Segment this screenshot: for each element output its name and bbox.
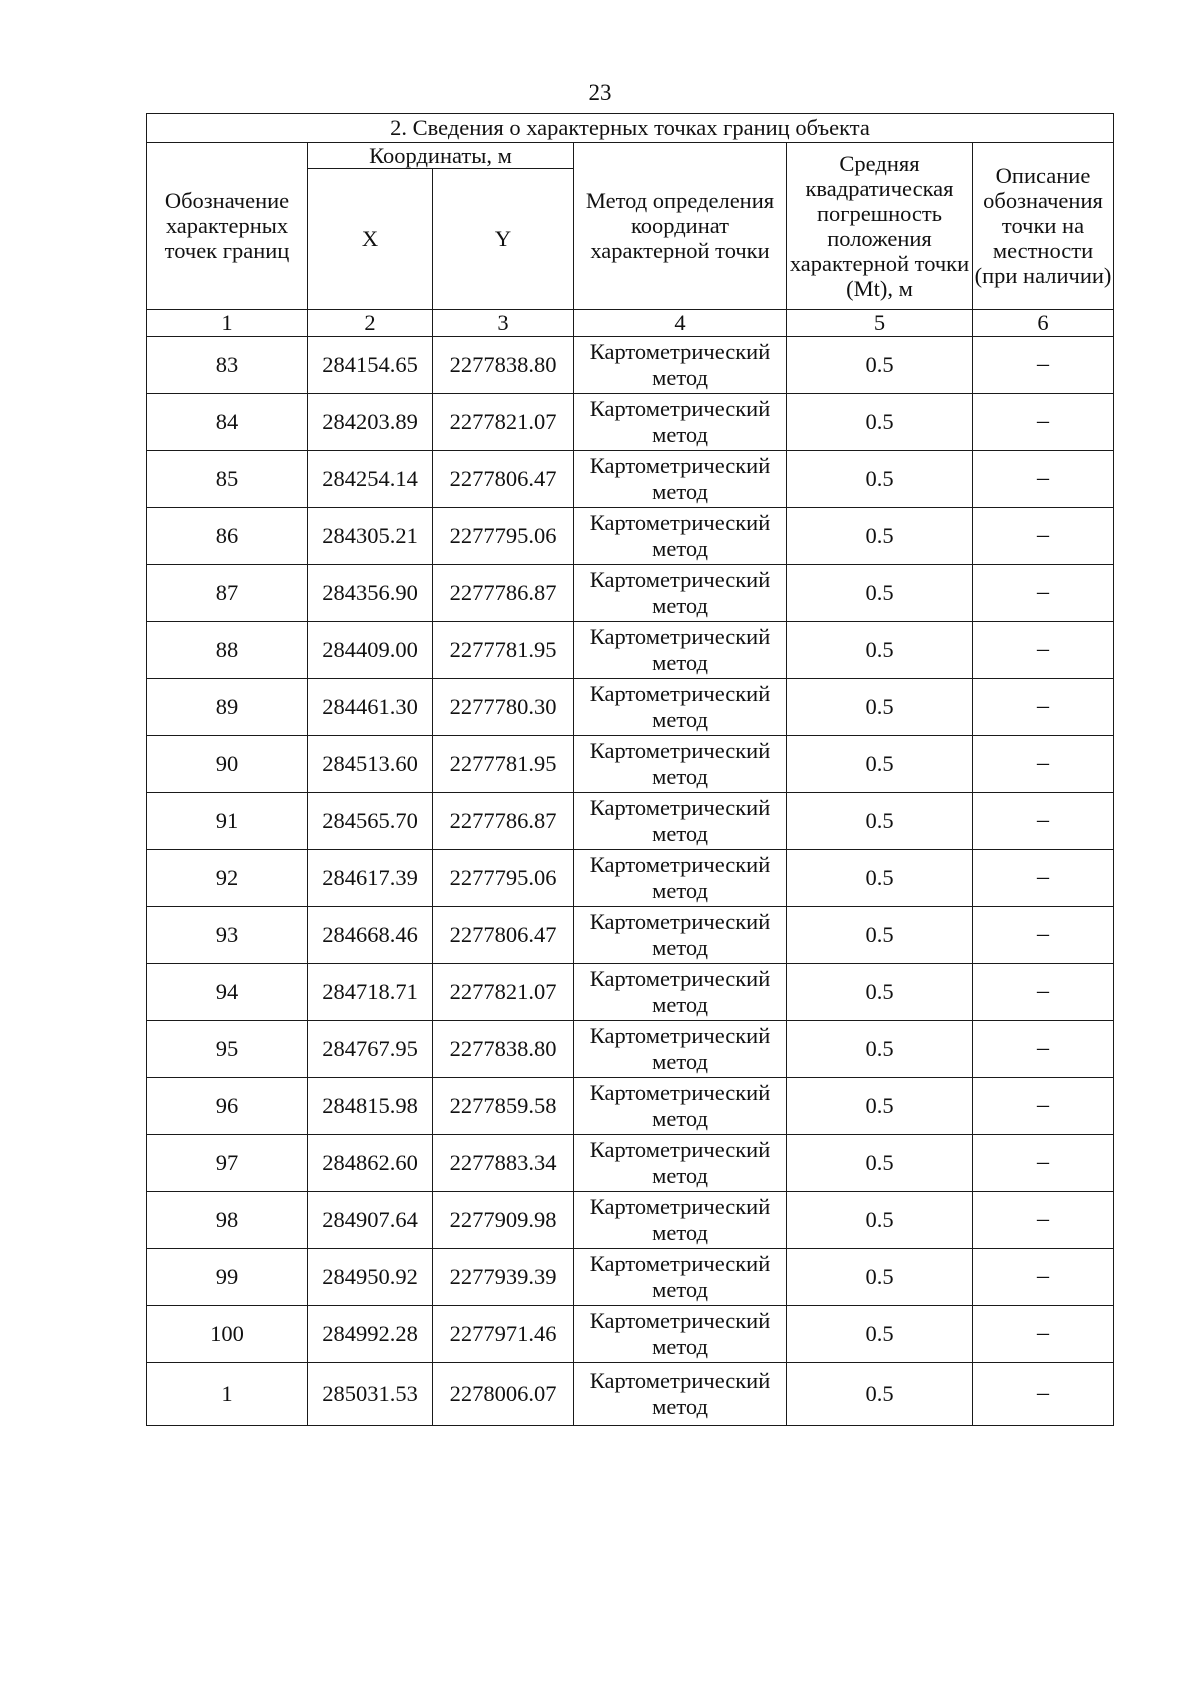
point-cell: 86 — [147, 507, 308, 564]
description-cell: – — [973, 507, 1114, 564]
error-cell: 0.5 — [787, 906, 973, 963]
point-cell: 100 — [147, 1305, 308, 1362]
description-cell: – — [973, 963, 1114, 1020]
y-coordinate-cell: 2277795.06 — [433, 849, 574, 906]
point-cell: 83 — [147, 336, 308, 393]
method-cell: Картометрический метод — [574, 963, 787, 1020]
method-cell: Картометрический метод — [574, 1248, 787, 1305]
error-cell: 0.5 — [787, 507, 973, 564]
error-cell: 0.5 — [787, 735, 973, 792]
table-row — [147, 1305, 1114, 1362]
x-coordinate-cell: 284617.39 — [308, 849, 433, 906]
table-row — [147, 1077, 1114, 1134]
table-row — [147, 963, 1114, 1020]
method-cell: Картометрический метод — [574, 906, 787, 963]
method-cell: Картометрический метод — [574, 1077, 787, 1134]
method-cell: Картометрический метод — [574, 849, 787, 906]
y-coordinate-cell: 2277909.98 — [433, 1191, 574, 1248]
x-coordinate-cell: 284862.60 — [308, 1134, 433, 1191]
table-row — [147, 1362, 1114, 1425]
description-cell: – — [973, 621, 1114, 678]
column-number: 4 — [574, 309, 787, 336]
table-row — [147, 1191, 1114, 1248]
table-row — [147, 792, 1114, 849]
y-coordinate-cell: 2277821.07 — [433, 963, 574, 1020]
description-cell: – — [973, 393, 1114, 450]
point-cell: 96 — [147, 1077, 308, 1134]
method-cell: Картометрический метод — [574, 336, 787, 393]
header-description: Описание обозначения точки на местности (при наличии) — [973, 142, 1114, 309]
y-coordinate-cell: 2277806.47 — [433, 450, 574, 507]
y-coordinate-cell: 2277883.34 — [433, 1134, 574, 1191]
table-row — [147, 564, 1114, 621]
header-error: Средняя квадратическая погрешность положения характерной точки (Mt), м — [787, 142, 973, 309]
point-cell: 84 — [147, 393, 308, 450]
point-cell: 89 — [147, 678, 308, 735]
description-cell: – — [973, 678, 1114, 735]
description-cell: – — [973, 906, 1114, 963]
x-coordinate-cell: 284668.46 — [308, 906, 433, 963]
table-row — [147, 1248, 1114, 1305]
point-cell: 1 — [147, 1362, 308, 1425]
method-cell: Картометрический метод — [574, 1020, 787, 1077]
x-coordinate-cell: 285031.53 — [308, 1362, 433, 1425]
header-method: Метод определения координат характерной точки — [574, 142, 787, 309]
header-y: Y — [433, 168, 574, 309]
table-row — [147, 849, 1114, 906]
x-coordinate-cell: 284718.71 — [308, 963, 433, 1020]
error-cell: 0.5 — [787, 792, 973, 849]
table-row — [147, 1020, 1114, 1077]
error-cell: 0.5 — [787, 1248, 973, 1305]
table-row — [147, 735, 1114, 792]
method-cell: Картометрический метод — [574, 1305, 787, 1362]
column-number: 5 — [787, 309, 973, 336]
description-cell: – — [973, 336, 1114, 393]
point-cell: 93 — [147, 906, 308, 963]
caption-row — [147, 114, 1114, 143]
x-coordinate-cell: 284254.14 — [308, 450, 433, 507]
point-cell: 94 — [147, 963, 308, 1020]
column-number: 3 — [433, 309, 574, 336]
boundary-points-table — [146, 113, 1114, 1426]
point-cell: 87 — [147, 564, 308, 621]
table-row — [147, 507, 1114, 564]
table-row — [147, 450, 1114, 507]
header-x: X — [308, 168, 433, 309]
error-cell: 0.5 — [787, 1077, 973, 1134]
point-cell: 92 — [147, 849, 308, 906]
y-coordinate-cell: 2278006.07 — [433, 1362, 574, 1425]
error-cell: 0.5 — [787, 1134, 973, 1191]
description-cell: – — [973, 849, 1114, 906]
x-coordinate-cell: 284461.30 — [308, 678, 433, 735]
column-number-row — [147, 309, 1114, 336]
y-coordinate-cell: 2277786.87 — [433, 564, 574, 621]
method-cell: Картометрический метод — [574, 507, 787, 564]
description-cell: – — [973, 1248, 1114, 1305]
error-cell: 0.5 — [787, 450, 973, 507]
method-cell: Картометрический метод — [574, 792, 787, 849]
error-cell: 0.5 — [787, 1362, 973, 1425]
description-cell: – — [973, 1191, 1114, 1248]
error-cell: 0.5 — [787, 963, 973, 1020]
error-cell: 0.5 — [787, 336, 973, 393]
point-cell: 99 — [147, 1248, 308, 1305]
description-cell: – — [973, 735, 1114, 792]
error-cell: 0.5 — [787, 1191, 973, 1248]
description-cell: – — [973, 1362, 1114, 1425]
point-cell: 98 — [147, 1191, 308, 1248]
point-cell: 90 — [147, 735, 308, 792]
y-coordinate-cell: 2277781.95 — [433, 621, 574, 678]
x-coordinate-cell: 284513.60 — [308, 735, 433, 792]
error-cell: 0.5 — [787, 564, 973, 621]
method-cell: Картометрический метод — [574, 393, 787, 450]
error-cell: 0.5 — [787, 393, 973, 450]
method-cell: Картометрический метод — [574, 678, 787, 735]
method-cell: Картометрический метод — [574, 1191, 787, 1248]
column-number: 1 — [147, 309, 308, 336]
x-coordinate-cell: 284815.98 — [308, 1077, 433, 1134]
y-coordinate-cell: 2277786.87 — [433, 792, 574, 849]
error-cell: 0.5 — [787, 621, 973, 678]
point-cell: 91 — [147, 792, 308, 849]
y-coordinate-cell: 2277795.06 — [433, 507, 574, 564]
point-cell: 95 — [147, 1020, 308, 1077]
column-number: 2 — [308, 309, 433, 336]
x-coordinate-cell: 284565.70 — [308, 792, 433, 849]
method-cell: Картометрический метод — [574, 621, 787, 678]
y-coordinate-cell: 2277806.47 — [433, 906, 574, 963]
y-coordinate-cell: 2277838.80 — [433, 336, 574, 393]
table-row — [147, 906, 1114, 963]
y-coordinate-cell: 2277780.30 — [433, 678, 574, 735]
x-coordinate-cell: 284907.64 — [308, 1191, 433, 1248]
y-coordinate-cell: 2277821.07 — [433, 393, 574, 450]
x-coordinate-cell: 284305.21 — [308, 507, 433, 564]
method-cell: Картометрический метод — [574, 564, 787, 621]
table-row — [147, 1134, 1114, 1191]
y-coordinate-cell: 2277971.46 — [433, 1305, 574, 1362]
description-cell: – — [973, 1305, 1114, 1362]
x-coordinate-cell: 284203.89 — [308, 393, 433, 450]
description-cell: – — [973, 450, 1114, 507]
description-cell: – — [973, 564, 1114, 621]
point-cell: 88 — [147, 621, 308, 678]
y-coordinate-cell: 2277859.58 — [433, 1077, 574, 1134]
table-row — [147, 336, 1114, 393]
header-designation: Обозначение характерных точек границ — [147, 142, 308, 309]
description-cell: – — [973, 792, 1114, 849]
table-row — [147, 621, 1114, 678]
x-coordinate-cell: 284767.95 — [308, 1020, 433, 1077]
table-row — [147, 678, 1114, 735]
y-coordinate-cell: 2277939.39 — [433, 1248, 574, 1305]
error-cell: 0.5 — [787, 1305, 973, 1362]
method-cell: Картометрический метод — [574, 1134, 787, 1191]
method-cell: Картометрический метод — [574, 735, 787, 792]
y-coordinate-cell: 2277838.80 — [433, 1020, 574, 1077]
header-row — [147, 142, 1114, 168]
page-number: 23 — [588, 80, 612, 105]
y-coordinate-cell: 2277781.95 — [433, 735, 574, 792]
table-caption: 2. Сведения о характерных точках границ объекта — [147, 114, 1114, 143]
x-coordinate-cell: 284356.90 — [308, 564, 433, 621]
x-coordinate-cell: 284950.92 — [308, 1248, 433, 1305]
error-cell: 0.5 — [787, 678, 973, 735]
method-cell: Картометрический метод — [574, 1362, 787, 1425]
point-cell: 85 — [147, 450, 308, 507]
error-cell: 0.5 — [787, 849, 973, 906]
point-cell: 97 — [147, 1134, 308, 1191]
error-cell: 0.5 — [787, 1020, 973, 1077]
table-row — [147, 393, 1114, 450]
x-coordinate-cell: 284992.28 — [308, 1305, 433, 1362]
method-cell: Картометрический метод — [574, 450, 787, 507]
header-coordinates: Координаты, м — [308, 142, 574, 168]
x-coordinate-cell: 284409.00 — [308, 621, 433, 678]
description-cell: – — [973, 1134, 1114, 1191]
description-cell: – — [973, 1020, 1114, 1077]
description-cell: – — [973, 1077, 1114, 1134]
table-body — [147, 114, 1114, 1426]
column-number: 6 — [973, 309, 1114, 336]
x-coordinate-cell: 284154.65 — [308, 336, 433, 393]
